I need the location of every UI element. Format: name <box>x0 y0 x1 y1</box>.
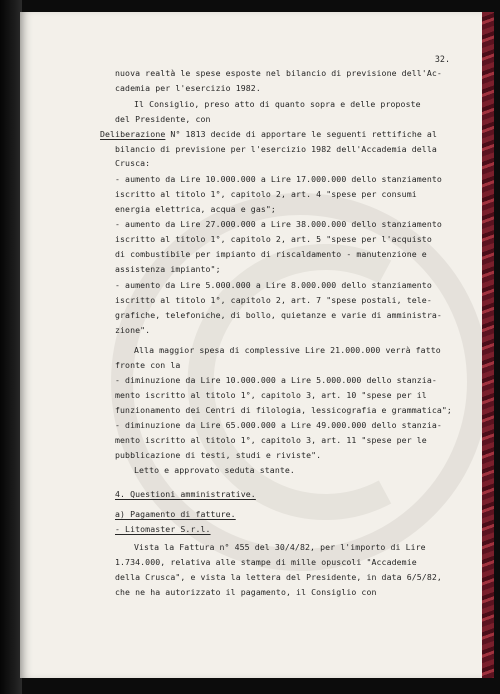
text-line-25: mento iscritto al titolo 1°, capitolo 3, art. 11 "spese per le <box>115 435 427 445</box>
text-line-7: Crusca: <box>115 158 151 168</box>
text-line-6: bilancio di previsione per l'esercizio 1982 dell'Accademia della <box>115 144 437 154</box>
text-line-1: nuova realtà le spese esposte nel bilancio di previsione dell'Ac- <box>115 68 442 78</box>
text-line-13: di combustibile per impianto di riscaldamento - manutenzione e <box>115 249 427 259</box>
document-page <box>20 12 482 678</box>
text-line-9: iscritto al titolo 1°, capitolo 2, art. 4 "spese per consumi <box>115 189 417 199</box>
text-line-31: Vista la Fattura n° 455 del 30/4/82, per l'importo di Lire <box>134 542 426 552</box>
text-line-10: energia elettrica, acqua e gas"; <box>115 204 276 214</box>
deliberation-text: N° 1813 decide di apportare le seguenti rettifiche al <box>165 129 437 139</box>
text-line-26: pubblicazione di testi, studi e riviste". <box>115 450 322 460</box>
text-line-24: - diminuzione da Lire 65.000.000 a Lire 49.000.000 dello stanzia- <box>115 420 442 430</box>
binder-spine <box>0 0 22 694</box>
text-line-34: che ne ha autorizzato il pagamento, il Consiglio con <box>115 587 377 597</box>
text-line-8: - aumento da Lire 10.000.000 a Lire 17.000.000 dello stanziamento <box>115 174 442 184</box>
text-line-27: Letto e approvato seduta stante. <box>134 465 295 475</box>
text-line-14: assistenza impianto"; <box>115 264 221 274</box>
text-line-2: cademia per l'esercizio 1982. <box>115 83 261 93</box>
text-line-16: iscritto al titolo 1°, capitolo 2, art. 7 "spese postali, tele- <box>115 295 432 305</box>
section-heading-text: 4. Questioni amministrative. <box>115 489 256 499</box>
marbled-edge <box>482 12 494 678</box>
text-line-32: 1.734.000, relativa alle stampe di mille opuscoli "Accademie <box>115 557 417 567</box>
vendor-heading-text: - Litomaster S.r.l. <box>115 524 211 534</box>
text-line-12: iscritto al titolo 1°, capitolo 2, art. 5 "spese per l'acquisto <box>115 234 432 244</box>
text-line-21: - diminuzione da Lire 10.000.000 a Lire 5.000.000 dello stanzia- <box>115 375 437 385</box>
section-heading <box>115 489 256 499</box>
text-line-23: funzionamento dei Centri di filologia, lessicografia e grammatica"; <box>115 405 452 415</box>
deliberation-label: Deliberazione <box>100 129 166 139</box>
text-line-33: della Crusca", e vista la lettera del Presidente, in data 6/5/82, <box>115 572 442 582</box>
text-line-22: mento iscritto al titolo 1°, capitolo 3, art. 10 "spese per il <box>115 390 427 400</box>
text-line-20: fronte con la <box>115 360 181 370</box>
text-line-15: - aumento da Lire 5.000.000 a Lire 8.000.000 dello stanziamento <box>115 280 432 290</box>
text-line-18: zione". <box>115 325 151 335</box>
text-line-3: Il Consiglio, preso atto di quanto sopra e delle proposte <box>134 99 421 109</box>
subsection-heading-text: a) Pagamento di fatture. <box>115 509 236 519</box>
vendor-heading <box>115 524 211 534</box>
page-number: 32. <box>434 54 450 64</box>
text-line-11: - aumento da Lire 27.000.000 a Lire 38.000.000 dello stanziamento <box>115 219 442 229</box>
text-line-5 <box>100 129 437 139</box>
subsection-heading <box>115 509 236 519</box>
text-line-19: Alla maggior spesa di complessive Lire 21.000.000 verrà fatto <box>134 345 441 355</box>
text-line-4: del Presidente, con <box>115 114 211 124</box>
text-line-17: grafiche, telefoniche, di bollo, quietanze e varie di amministra- <box>115 310 442 320</box>
